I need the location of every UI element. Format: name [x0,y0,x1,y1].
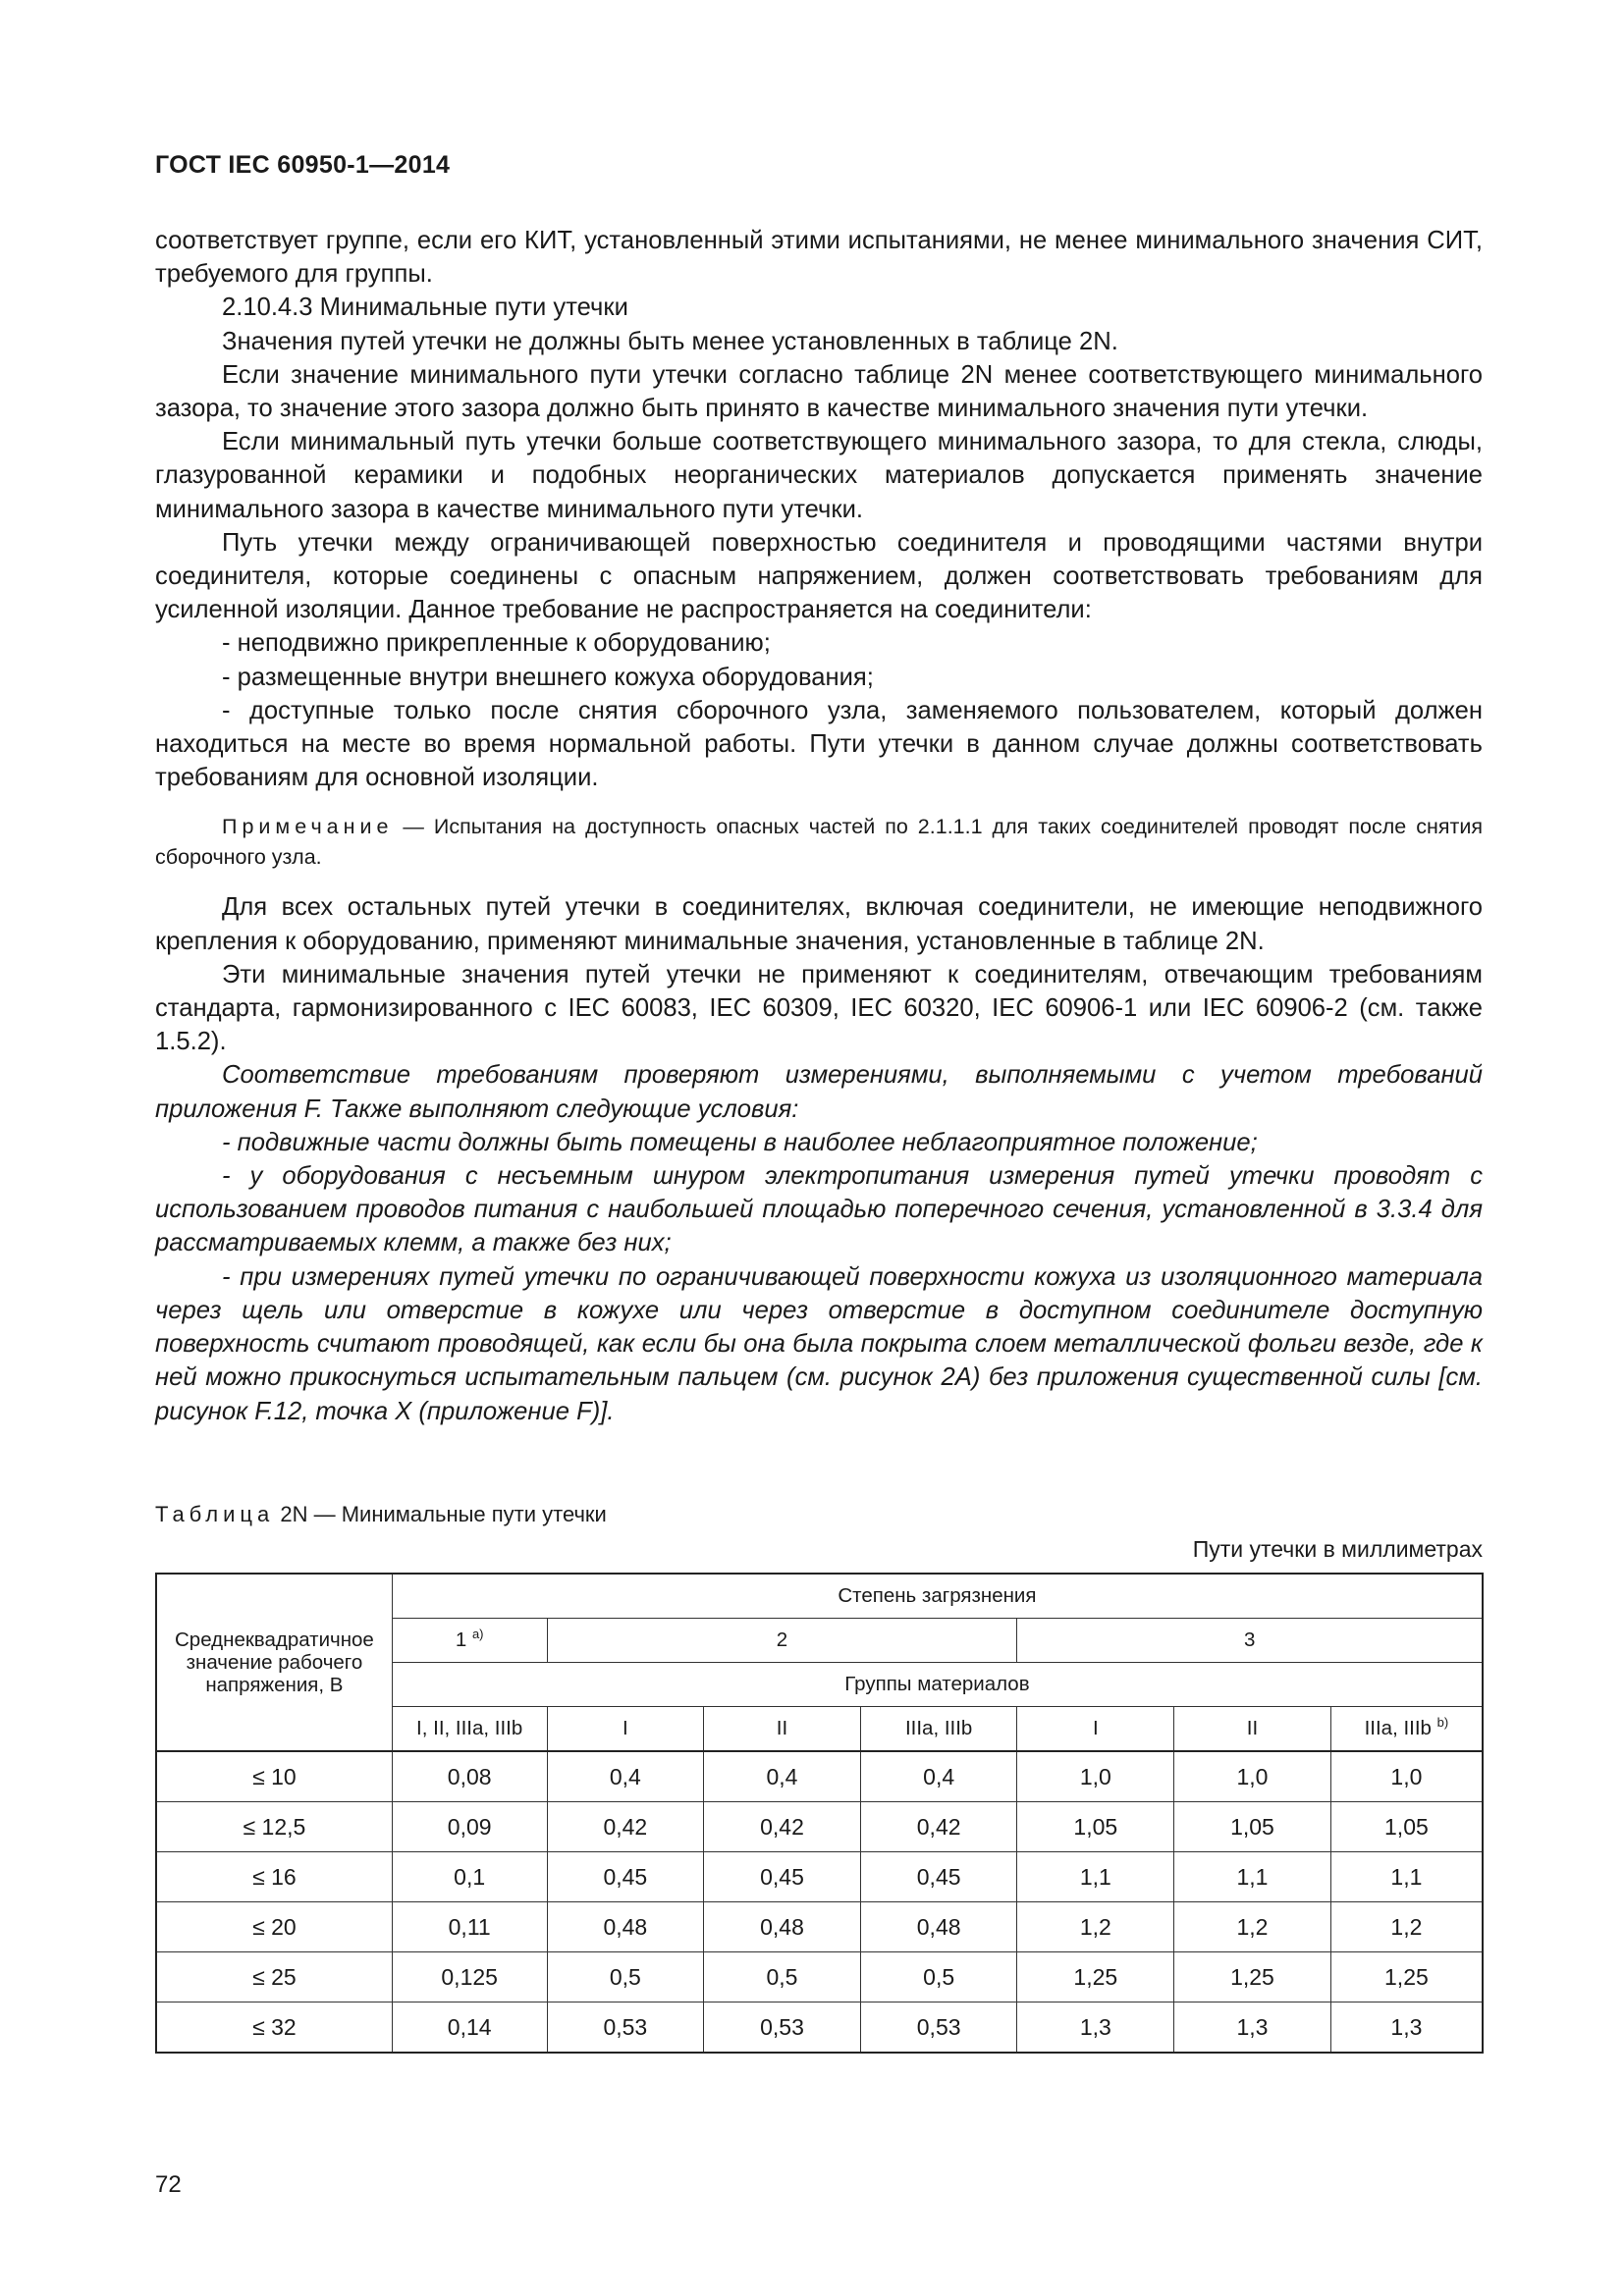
voltage-cell: ≤ 16 [156,1852,392,1902]
value-cell: 0,4 [704,1751,861,1802]
section-heading: 2.10.4.3 Минимальные пути утечки [222,294,628,322]
voltage-cell: ≤ 20 [156,1902,392,1952]
paragraph: Путь утечки между ограничивающей поверхностью соединителя и проводящими частями внутри соединителя, которые соединены с опасным напряжением, должен соответствовать требованиям для усиленной изоляции. Данное требование не распространяется на соединители: [155,528,1483,624]
group-cell: I [1017,1707,1174,1752]
value-cell: 0,125 [392,1952,547,2002]
group-cell: II [704,1707,861,1752]
degree-cell: 2 [547,1619,1017,1663]
paragraph: Значения путей утечки не должны быть менее установленных в таблице 2N. [222,327,1118,355]
value-cell: 1,2 [1017,1902,1174,1952]
value-cell: 0,09 [392,1802,547,1852]
group-cell: IIIa, IIIb [860,1707,1017,1752]
materials-header-cell: Группы материалов [392,1663,1483,1707]
value-cell: 1,3 [1330,2002,1483,2054]
value-cell: 1,0 [1174,1751,1331,1802]
degree-cell: 1 $^{a)}$ [392,1619,547,1663]
paragraph: Эти минимальные значения путей утечки не применяют к соединителям, отвечающим требованиям стандарта, гармонизированного с IEC 60083, IEC 60309, IEC 60320, IEC 60906-1 или IEC 60906-2 (см. также 1.5.2). [155,960,1483,1056]
value-cell: 0,5 [860,1952,1017,2002]
table-body [156,1751,1483,2053]
value-cell: 1,05 [1017,1802,1174,1852]
group-cell: IIIa, IIIb $^{b)}$ [1330,1707,1483,1752]
voltage-cell: ≤ 32 [156,2002,392,2054]
value-cell: 0,53 [704,2002,861,2054]
table-row [156,1902,1483,1952]
paragraph: Если минимальный путь утечки больше соответствующего минимального зазора, то для стекла, слюды, глазурованной керамики и подобных неорганических материалов допускается применять значение минимального зазора в качестве минимального пути утечки. [155,428,1483,523]
group-cell: II [1174,1707,1331,1752]
table-row [156,1952,1483,2002]
table-row [156,1852,1483,1902]
list-item: - подвижные части должны быть помещены в наиболее неблагоприятное положение; [222,1128,1258,1156]
value-cell: 1,1 [1330,1852,1483,1902]
table-caption [155,1502,607,1527]
value-cell: 0,11 [392,1902,547,1952]
value-cell: 1,0 [1017,1751,1174,1802]
value-cell: 1,3 [1017,2002,1174,2054]
value-cell: 0,53 [860,2002,1017,2054]
pollution-header-cell: Степень загрязнения [392,1574,1483,1619]
degree-cell: 3 [1017,1619,1483,1663]
paragraph: Если значение минимального пути утечки согласно таблице 2N менее соответствующего минимального зазора, то значение этого зазора должно быть принято в качестве минимального значения пути утечки. [155,360,1483,423]
table-row [156,2002,1483,2054]
value-cell: 0,42 [860,1802,1017,1852]
value-cell: 0,45 [704,1852,861,1902]
value-cell: 1,1 [1017,1852,1174,1902]
note [155,812,1483,873]
value-cell: 1,05 [1174,1802,1331,1852]
voltage-cell: ≤ 10 [156,1751,392,1802]
table-header-row [156,1574,1483,1619]
footnote-marker: a) [471,1627,484,1641]
value-cell: 1,0 [1330,1751,1483,1802]
value-cell: 0,45 [860,1852,1017,1902]
value-cell: 0,4 [547,1751,704,1802]
value-cell: 1,3 [1174,2002,1331,2054]
value-cell: 0,08 [392,1751,547,1802]
footnote-marker: b) [1436,1715,1449,1730]
list-item: - у оборудования с несъемным шнуром электропитания измерения путей утечки проводят с использованием проводов питания с наибольшей площадью поперечного сечения, установленной в 3.3.4 для рассматриваемых клемм, а также без них; [155,1162,1483,1257]
value-cell: 0,1 [392,1852,547,1902]
list-item: - доступные только после снятия сборочного узла, заменяемого пользователем, который должен находиться на месте во время нормальной работы. Пути утечки в данном случае должны соответствовать требованиям для основной изоляции. [155,696,1483,792]
value-cell: 0,48 [547,1902,704,1952]
table-row [156,1751,1483,1802]
value-cell: 1,05 [1330,1802,1483,1852]
value-cell: 1,25 [1017,1952,1174,2002]
list-item: - при измерениях путей утечки по ограничивающей поверхности кожуха из изоляционного материала через щель или отверстие в кожухе или через отверстие в доступном соединителе доступную поверхность считают проводящей, как если бы она была покрыта слоем металлической фольги везде, где к ней можно прикоснуться испытательным пальцем (см. рисунок 2А) без приложения существенной силы [см. рисунок F.12, точка X (приложение F)]. [155,1262,1483,1425]
value-cell: 0,14 [392,2002,547,2054]
value-cell: 0,53 [547,2002,704,2054]
value-cell: 0,5 [704,1952,861,2002]
value-cell: 0,5 [547,1952,704,2002]
paragraph: Соответствие требованиям проверяют измерениями, выполняемыми с учетом требований приложения F. Также выполняют следующие условия: [155,1061,1483,1123]
group-cell: I, II, IIIa, IIIb [392,1707,547,1752]
note-label: Примечание [222,815,394,839]
value-cell: 1,25 [1174,1952,1331,2002]
value-cell: 1,2 [1330,1902,1483,1952]
value-cell: 0,48 [860,1902,1017,1952]
value-cell: 1,2 [1174,1902,1331,1952]
table-row [156,1802,1483,1852]
table-units: Пути утечки в миллиметрах [1192,1536,1483,1562]
creepage-table [155,1573,1484,2054]
body-text [155,224,1483,1428]
table-caption-text: 2N — Минимальные пути утечки [274,1502,607,1526]
table-caption-label: Таблица [155,1502,275,1526]
value-cell: 1,1 [1174,1852,1331,1902]
list-item: - неподвижно прикрепленные к оборудованию; [222,629,771,658]
value-cell: 0,42 [547,1802,704,1852]
group-cell: I [547,1707,704,1752]
standard-header: ГОСТ IEC 60950-1—2014 [155,151,451,179]
value-cell: 0,48 [704,1902,861,1952]
paragraph: соответствует группе, если его КИТ, установленный этими испытаниями, не менее минимального значения СИТ, требуемого для группы. [155,227,1483,289]
page-number: 72 [155,2171,182,2198]
value-cell: 0,42 [704,1802,861,1852]
row-header-cell: Среднеквадратичное значение рабочего напряжения, В [156,1574,392,1751]
value-cell: 0,4 [860,1751,1017,1802]
list-item: - размещенные внутри внешнего кожуха оборудования; [222,663,874,691]
value-cell: 1,25 [1330,1952,1483,2002]
voltage-cell: ≤ 12,5 [156,1802,392,1852]
value-cell: 0,45 [547,1852,704,1902]
note-text: — Испытания на доступность опасных частей по 2.1.1.1 для таких соединителей проводят после снятия сборочного узла. [155,815,1483,870]
paragraph: Для всех остальных путей утечки в соединителях, включая соединители, не имеющие неподвижного крепления к оборудованию, применяют минимальные значения, установленные в таблице 2N. [155,893,1483,955]
voltage-cell: ≤ 25 [156,1952,392,2002]
